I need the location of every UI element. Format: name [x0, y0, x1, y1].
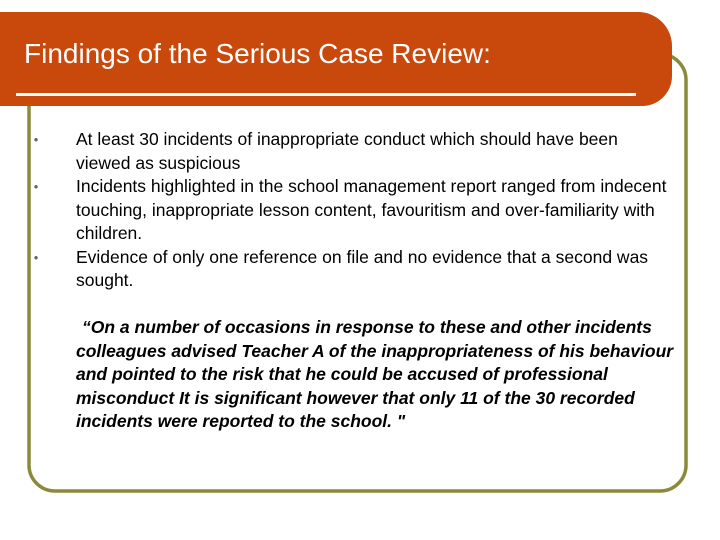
bullet-dot-icon: • [33, 179, 39, 194]
bullet-text: At least 30 incidents of inappropriate conduct which should have been viewed as suspicious [76, 129, 618, 173]
title-underline [16, 93, 636, 96]
bullet-dot-icon: • [33, 249, 39, 265]
bullet-item [33, 128, 676, 175]
bullet-item [33, 246, 676, 293]
bullet-text: Incidents highlighted in the school management report ranged from indecent touching, inappropriate lesson content, favouritism and over-familiarity with children. [76, 176, 667, 243]
bullet-item [33, 175, 676, 246]
bullet-text: Evidence of only one reference on file and no evidence that a second was sought. [76, 246, 649, 290]
bullet-list [33, 128, 676, 293]
bullet-dot-icon: • [33, 132, 39, 147]
slide-title: Findings of the Serious Case Review: [24, 38, 491, 69]
review-quote: “On a number of occasions in response to these and other incidents colleagues advised Teacher A of the inappropriateness of his behaviour and pointed to the risk that he could be accused of professional misconduct It is significant however that only 11 of the 30 recorded incidents were reported to the school. " [76, 317, 674, 431]
